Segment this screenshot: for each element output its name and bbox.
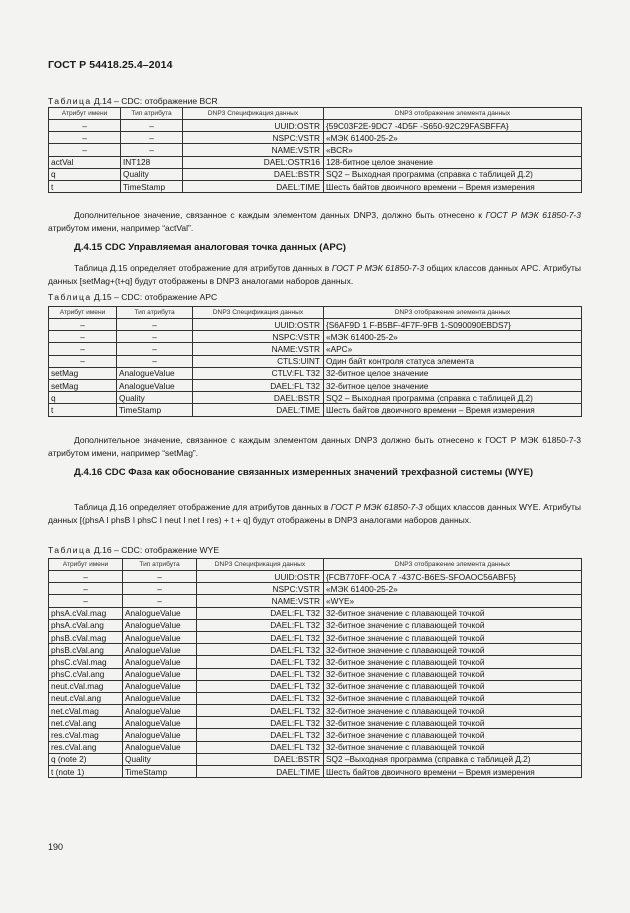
table-cell: actVal: [49, 156, 121, 168]
table-cell: Quality: [117, 392, 193, 404]
table-row: [49, 692, 582, 704]
table-cell: –: [117, 343, 193, 355]
table-cell: 32-битное значение с плавающей точкой: [324, 656, 582, 668]
table-d14: [48, 107, 582, 193]
table-row: [49, 379, 582, 391]
table-header-row: [49, 559, 582, 571]
table-cell: DAEL:BSTR: [183, 168, 324, 180]
table-cell: AnalogueValue: [123, 631, 197, 643]
table-cell: UUID:OSTR: [197, 571, 324, 583]
table-cell: TimeStamp: [121, 180, 183, 192]
table-cell: net.cVal.ang: [49, 717, 123, 729]
table-cell: 32-битное значение с плавающей точкой: [324, 619, 582, 631]
table-cell: «МЭК 61400-25-2»: [324, 583, 582, 595]
table-cell: AnalogueValue: [123, 741, 197, 753]
table-cell: DAEL:FL T32: [197, 668, 324, 680]
section-title-d416: [48, 466, 581, 479]
table-cell: {FCB770FF-OCA 7 -437C-B6ES-SFOAOC56ABF5}: [324, 571, 582, 583]
table-row: [49, 367, 582, 379]
table-row: [49, 571, 582, 583]
table-row: [49, 180, 582, 192]
para-text-a: Таблица Д.15 определяет отображение для атрибутов данных в: [74, 263, 332, 273]
table-cell: –: [49, 132, 121, 144]
table-cell: neut.cVal.mag: [49, 680, 123, 692]
table-row: [49, 120, 582, 132]
para-d415: [48, 262, 581, 288]
para-ref: ГОСТ Р МЭК 61850-7-3: [331, 263, 425, 273]
caption-prefix: Таблица: [48, 545, 92, 555]
table-cell: {S6AF9D 1 F-B5BF-4F7F-9FB 1-S090090EBDS7}: [324, 319, 582, 331]
table-cell: DAEL:BSTR: [193, 392, 324, 404]
table-d16-caption: [48, 545, 219, 555]
caption-text: Д.16 – CDC: отображение WYE: [91, 545, 220, 555]
table-cell: Quality: [121, 168, 183, 180]
table-cell: «WYE»: [324, 595, 582, 607]
table-cell: 32-битное значение с плавающей точкой: [324, 644, 582, 656]
para-d416: [48, 501, 581, 527]
table-cell: –: [123, 571, 197, 583]
table-row: [49, 753, 582, 765]
table-row: [49, 607, 582, 619]
caption-prefix: Таблица: [48, 292, 92, 302]
table-cell: NAME:VSTR: [183, 144, 324, 156]
table-cell: UUID:OSTR: [183, 120, 324, 132]
table-cell: DAEL:TIME: [183, 180, 324, 192]
table-cell: 32-битное значение с плавающей точкой: [324, 741, 582, 753]
caption-text: Д.14 – CDC: отображение BCR: [91, 96, 218, 106]
table-row: [49, 717, 582, 729]
table-cell: res.cVal.ang: [49, 741, 123, 753]
column-header: DNP3 Спецификация данных: [197, 559, 324, 571]
table-cell: phsB.cVal.ang: [49, 644, 123, 656]
table-cell: setMag: [49, 379, 117, 391]
table-cell: DAEL:FL T32: [193, 379, 324, 391]
table-row: [49, 319, 582, 331]
table-cell: Один байт контроля статуса элемента: [324, 355, 582, 367]
table-cell: INT128: [121, 156, 183, 168]
table-row: [49, 392, 582, 404]
table-cell: –: [49, 120, 121, 132]
table-cell: setMag: [49, 367, 117, 379]
table-cell: SQ2 – Выходная программа (справка с таблицей Д.2): [324, 168, 582, 180]
table-cell: AnalogueValue: [123, 607, 197, 619]
table-cell: –: [49, 319, 117, 331]
table-row: [49, 404, 582, 416]
table-row: [49, 656, 582, 668]
page-number: 190: [48, 842, 64, 852]
table-cell: –: [49, 144, 121, 156]
table-cell: DAEL:FL T32: [197, 607, 324, 619]
table-cell: AnalogueValue: [123, 680, 197, 692]
table-cell: AnalogueValue: [123, 729, 197, 741]
para-ref: ГОСТ Р МЭК 61850-7-3: [330, 502, 423, 512]
table-cell: net.cVal.mag: [49, 705, 123, 717]
table-cell: CTLV:FL T32: [193, 367, 324, 379]
table-cell: DAEL:FL T32: [197, 619, 324, 631]
table-cell: 128-битное целое значение: [324, 156, 582, 168]
table-cell: q (note 2): [49, 753, 123, 765]
table-cell: –: [121, 120, 183, 132]
column-header: Атрибут имени: [49, 559, 123, 571]
column-header: DNP3 Спецификация данных: [183, 108, 324, 120]
table-row: [49, 132, 582, 144]
table-cell: UUID:OSTR: [193, 319, 324, 331]
table-cell: SQ2 –Выходная программа (справка с таблицей Д.2): [324, 753, 582, 765]
table-cell: phsA.cVal.ang: [49, 619, 123, 631]
table-header-row: [49, 108, 582, 120]
table-cell: DAEL:FL T32: [197, 692, 324, 704]
para-text: Дополнительное значение, связанное с каждым элементом данных DNP3 должно быть отнесено к ГОСТ Р МЭК 61850-7-3 атрибутом имени, например “setMag”.: [48, 435, 581, 458]
table-cell: 32-битное значение с плавающей точкой: [324, 717, 582, 729]
table-cell: CTLS:UINT: [193, 355, 324, 367]
table-row: [49, 168, 582, 180]
table-row: [49, 631, 582, 643]
table-d15: [48, 306, 582, 417]
caption-text: Д.15 – CDC: отображение APC: [91, 292, 218, 302]
table-cell: –: [49, 343, 117, 355]
table-cell: AnalogueValue: [123, 644, 197, 656]
table-cell: –: [123, 595, 197, 607]
table-cell: –: [49, 331, 117, 343]
table-cell: DAEL:FL T32: [197, 680, 324, 692]
column-header: Тип атрибута: [123, 559, 197, 571]
column-header: DNP3 отображение элемента данных: [324, 559, 582, 571]
table-cell: –: [117, 319, 193, 331]
table-cell: DAEL:FL T32: [197, 717, 324, 729]
table-cell: 32-битное значение с плавающей точкой: [324, 680, 582, 692]
column-header: DNP3 отображение элемента данных: [324, 108, 582, 120]
table-row: [49, 705, 582, 717]
table-header-row: [49, 307, 582, 319]
table-cell: 32-битное целое значение: [324, 367, 582, 379]
para-text-b: общих классов данных APC. Атрибуты данных [setMag+(t+q] будут отображены в DNP3 аналогами наборов данных.: [48, 263, 581, 286]
table-cell: phsB.cVal.mag: [49, 631, 123, 643]
table-cell: «МЭК 61400-25-2»: [324, 331, 582, 343]
table-cell: phsA.cVal.mag: [49, 607, 123, 619]
table-cell: 32-битное целое значение: [324, 379, 582, 391]
table-cell: AnalogueValue: [123, 668, 197, 680]
column-header: Атрибут имени: [49, 108, 121, 120]
table-cell: TimeStamp: [117, 404, 193, 416]
table-cell: –: [49, 583, 123, 595]
table-cell: AnalogueValue: [117, 367, 193, 379]
table-cell: neut.cVal.ang: [49, 692, 123, 704]
column-header: Атрибут имени: [49, 307, 117, 319]
section-title-d415: [48, 241, 581, 254]
note-after-table-d15: [48, 434, 581, 460]
table-cell: DAEL:FL T32: [197, 705, 324, 717]
table-cell: t: [49, 180, 121, 192]
table-cell: –: [121, 144, 183, 156]
table-row: [49, 668, 582, 680]
table-row: [49, 595, 582, 607]
table-row: [49, 144, 582, 156]
table-cell: Шесть байтов двоичного времени – Время измерения: [324, 404, 582, 416]
table-cell: q: [49, 392, 117, 404]
table-row: [49, 729, 582, 741]
table-row: [49, 619, 582, 631]
table-cell: –: [121, 132, 183, 144]
table-cell: t (note 1): [49, 766, 123, 778]
table-cell: NSPC:VSTR: [193, 331, 324, 343]
table-cell: NSPC:VSTR: [183, 132, 324, 144]
table-cell: DAEL:FL T32: [197, 656, 324, 668]
table-cell: NAME:VSTR: [197, 595, 324, 607]
table-row: [49, 741, 582, 753]
table-d16: [48, 558, 582, 778]
table-cell: AnalogueValue: [123, 705, 197, 717]
table-cell: 32-битное значение с плавающей точкой: [324, 607, 582, 619]
table-row: [49, 583, 582, 595]
table-cell: DAEL:OSTR16: [183, 156, 324, 168]
table-cell: Шесть байтов двоичного времени – Время измерения: [324, 180, 582, 192]
table-cell: –: [117, 331, 193, 343]
table-cell: DAEL:FL T32: [197, 644, 324, 656]
table-cell: res.cVal.mag: [49, 729, 123, 741]
para-text-b: общих классов данных WYE. Атрибуты данных [(phsA I phsB I phsC I neut I net I res) + t + q] будут отображены в DNP3 аналогами наборов данных.: [48, 502, 581, 525]
table-cell: q: [49, 168, 121, 180]
para-text-a: Таблица Д.16 определяет отображение для атрибутов данных в: [74, 502, 331, 512]
table-row: [49, 680, 582, 692]
table-cell: DAEL:BSTR: [197, 753, 324, 765]
table-d14-caption: [48, 96, 218, 106]
table-cell: AnalogueValue: [123, 692, 197, 704]
table-cell: 32-битное значение с плавающей точкой: [324, 692, 582, 704]
table-cell: –: [123, 583, 197, 595]
table-cell: phsC.cVal.mag: [49, 656, 123, 668]
table-cell: Quality: [123, 753, 197, 765]
column-header: DNP3 Спецификация данных: [193, 307, 324, 319]
table-cell: AnalogueValue: [123, 656, 197, 668]
table-cell: –: [49, 355, 117, 367]
table-cell: –: [49, 595, 123, 607]
document-header: ГОСТ Р 54418.25.4–2014: [48, 59, 173, 71]
table-cell: phsC.cVal.ang: [49, 668, 123, 680]
table-cell: 32-битное значение с плавающей точкой: [324, 631, 582, 643]
table-cell: DAEL:FL T32: [197, 631, 324, 643]
table-cell: NSPC:VSTR: [197, 583, 324, 595]
table-cell: «BCR»: [324, 144, 582, 156]
table-cell: AnalogueValue: [123, 717, 197, 729]
section-title-text: Д.4.16 CDC Фаза как обоснование связанных измеренных значений трехфазной системы (WYE): [74, 467, 534, 478]
table-cell: AnalogueValue: [123, 619, 197, 631]
table-row: [49, 156, 582, 168]
table-cell: TimeStamp: [123, 766, 197, 778]
para-text-b: атрибутом имени, например “actVal”.: [48, 223, 194, 233]
table-cell: DAEL:FL T32: [197, 741, 324, 753]
table-cell: DAEL:FL T32: [197, 729, 324, 741]
caption-prefix: Таблица: [48, 96, 92, 106]
table-cell: «МЭК 61400-25-2»: [324, 132, 582, 144]
column-header: Тип атрибута: [121, 108, 183, 120]
table-cell: –: [117, 355, 193, 367]
table-cell: 32-битное значение с плавающей точкой: [324, 729, 582, 741]
table-row: [49, 644, 582, 656]
table-row: [49, 766, 582, 778]
column-header: DNP3 отображение элемента данных: [324, 307, 582, 319]
table-cell: «APC»: [324, 343, 582, 355]
table-cell: DAEL:TIME: [193, 404, 324, 416]
table-cell: 32-битное значение с плавающей точкой: [324, 705, 582, 717]
table-row: [49, 331, 582, 343]
table-cell: SQ2 – Выходная программа (справка с таблицей Д.2): [324, 392, 582, 404]
table-d15-caption: [48, 292, 217, 302]
table-cell: –: [49, 571, 123, 583]
column-header: Тип атрибута: [117, 307, 193, 319]
table-row: [49, 343, 582, 355]
section-title-text: Д.4.15 CDC Управляемая аналоговая точка данных (APC): [74, 242, 346, 253]
table-cell: AnalogueValue: [117, 379, 193, 391]
table-cell: Шесть байтов двоичного времени – Время измерения: [324, 766, 582, 778]
table-row: [49, 355, 582, 367]
table-cell: NAME:VSTR: [193, 343, 324, 355]
para-ref: ГОСТ Р МЭК 61850-7-3: [485, 210, 581, 220]
para-text-a: Дополнительное значение, связанное с каждым элементом данных DNP3, должно быть отнесено к: [74, 210, 486, 220]
table-cell: DAEL:TIME: [197, 766, 324, 778]
table-cell: {59C03F2E-9DC7 -4D5F -S650-92C29FASBFFA}: [324, 120, 582, 132]
table-cell: 32-битное значение с плавающей точкой: [324, 668, 582, 680]
table-cell: t: [49, 404, 117, 416]
note-after-table-d14: [48, 209, 581, 235]
